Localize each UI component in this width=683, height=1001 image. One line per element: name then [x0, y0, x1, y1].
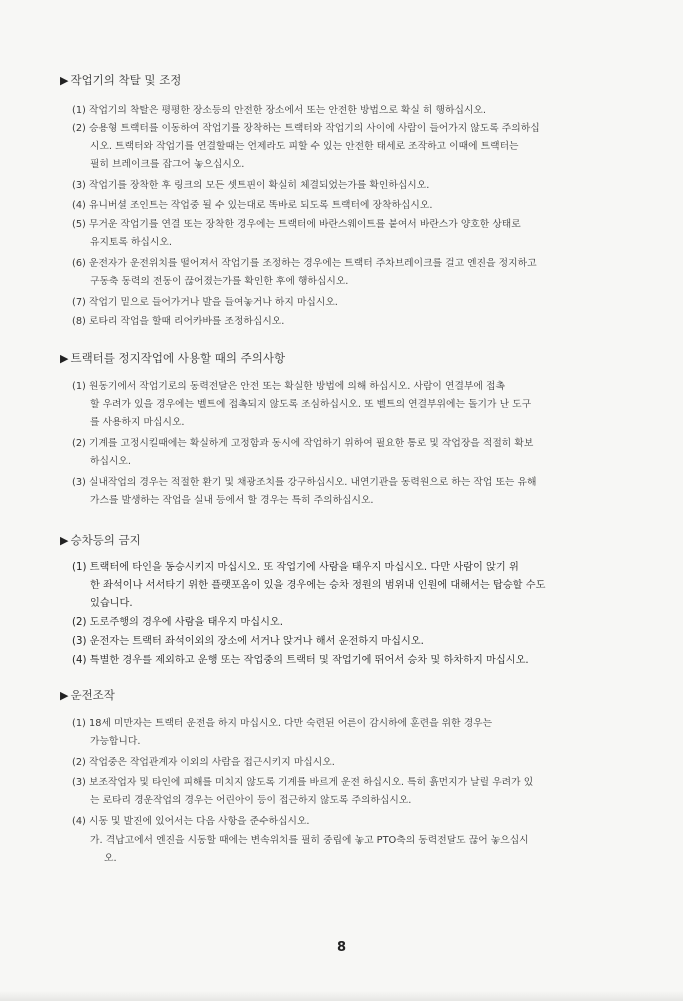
sub-list-item: 가. 격납고에서 엔진을 시동할 때에는 변속위치를 필히 중립에 놓고 PTO축의 동력전달도 끊어 놓으십시 오.	[90, 835, 529, 864]
scan-edge	[0, 991, 683, 1001]
list-item: (3) 운전자는 트랙터 좌석이외의 장소에 서거나 앉거나 해서 운전하지 마십시오.	[72, 636, 424, 647]
list-item: (2) 작업중은 작업관계자 이외의 사람을 접근시키지 마십시오.	[72, 757, 335, 768]
list-item: (1) 작업기의 착탈은 평평한 장소등의 안전한 장소에서 또는 안전한 방법으로 확실 히 행하십시오.	[72, 105, 486, 116]
section-title-stationary-work: ▶ 트랙터를 정지작업에 사용할 때의 주의사항	[60, 351, 286, 365]
section-title-attach: ▶ 작업기의 착탈 및 조정	[60, 73, 182, 87]
list-item: (5) 무거운 작업기를 연결 또는 장착한 경우에는 트랙터에 바란스웨이트를 붙여서 바란스가 양호한 상태로 유지토록 하십시오.	[72, 219, 521, 248]
list-item: (4) 특별한 경우를 제외하고 운행 또는 작업중의 트랙터 및 작업기에 뛰어서 승차 및 하차하지 마십시오.	[72, 655, 529, 666]
list-item: (4) 시동 및 발진에 있어서는 다음 사항을 준수하십시오.	[72, 816, 310, 827]
list-item: (7) 작업기 밑으로 들어가거나 발을 들여놓거나 하지 마십시오.	[72, 297, 338, 308]
list-item: (2) 승용형 트랙터를 이동하여 작업기를 장착하는 트랙터와 작업기의 사이에 사람이 들어가지 않도록 주의하십 시오. 트랙터와 작업기를 연결할때는 언제라도 피할 수 있는 안전한 태세로 조작하고 이때에 트랙터는 필히 브레이크를 잡그어 놓으십시오.	[72, 123, 540, 170]
list-item: (1) 18세 미만자는 트랙터 운전을 하지 마십시오. 다만 숙련된 어른이 감시하에 훈련을 위한 경우는 가능합니다.	[72, 718, 493, 747]
list-item: (1) 트랙터에 타인을 동승시키지 마십시오. 또 작업기에 사람을 태우지 마십시오. 다만 사람이 앉기 위 한 좌석이나 서서타기 위한 플랫포옴이 있을 경우에는 승차 정원의 범위내 인원에 대해서는 탑승할 수도 있습니다.	[72, 562, 546, 609]
list-item: (6) 운전자가 운전위치를 떨어져서 작업기를 조정하는 경우에는 트랙터 주차브레이크를 걸고 엔진을 정지하고 구동축 동력의 전동이 끊어졌는가를 확인한 후에 행하십시오.	[72, 258, 537, 287]
list-item: (3) 작업기를 장착한 후 링크의 모든 셋트핀이 확실히 체결되었는가를 확인하십시오.	[72, 180, 430, 191]
triangle-bullet-icon: ▶	[60, 74, 69, 87]
list-item: (8) 로타리 작업을 할때 리어카바를 조정하십시오.	[72, 316, 285, 327]
list-item: (3) 보조작업자 및 타인에 피해를 미치지 않도록 기계를 바르게 운전 하십시오. 특히 흙먼지가 날릴 우려가 있 는 로타리 경운작업의 경우는 어린아이 등이 접근하지 않도록 주의하십시오.	[72, 777, 534, 806]
list-item: (3) 실내작업의 경우는 적절한 환기 및 채광조치를 강구하십시오. 내연기관을 동력원으로 하는 작업 또는 유해 가스를 발생하는 작업을 실내 등에서 할 경우는 특히 주의하십시오.	[72, 477, 537, 506]
triangle-bullet-icon: ▶	[60, 534, 69, 547]
list-item: (1) 원동기에서 작업기로의 동력전달은 안전 또는 확실한 방법에 의해 하십시오. 사람이 연결부에 접촉 할 우려가 있을 경우에는 벨트에 접촉되지 않도록 조심하십시오. 또 벨트의 연결부위에는 돌기가 난 도구 를 사용하지 마십시오.	[72, 381, 532, 428]
list-item: (2) 도로주행의 경우에 사람을 태우지 마십시오.	[72, 617, 283, 628]
list-item: (2) 기계를 고정시킬때에는 확실하게 고정함과 동시에 작업하기 위하여 필요한 통로 및 작업장을 적절히 확보 하십시오.	[72, 438, 534, 467]
triangle-bullet-icon: ▶	[60, 689, 69, 702]
triangle-bullet-icon: ▶	[60, 352, 69, 365]
section-title-riding-prohibited: ▶ 승차등의 금지	[60, 533, 141, 547]
section-title-operation: ▶ 운전조작	[60, 688, 115, 702]
list-item: (4) 유니버셜 조인트는 작업중 될 수 있는대로 똑바로 되도록 트랙터에 장착하십시오.	[72, 200, 433, 211]
page-number: 8	[336, 940, 347, 955]
